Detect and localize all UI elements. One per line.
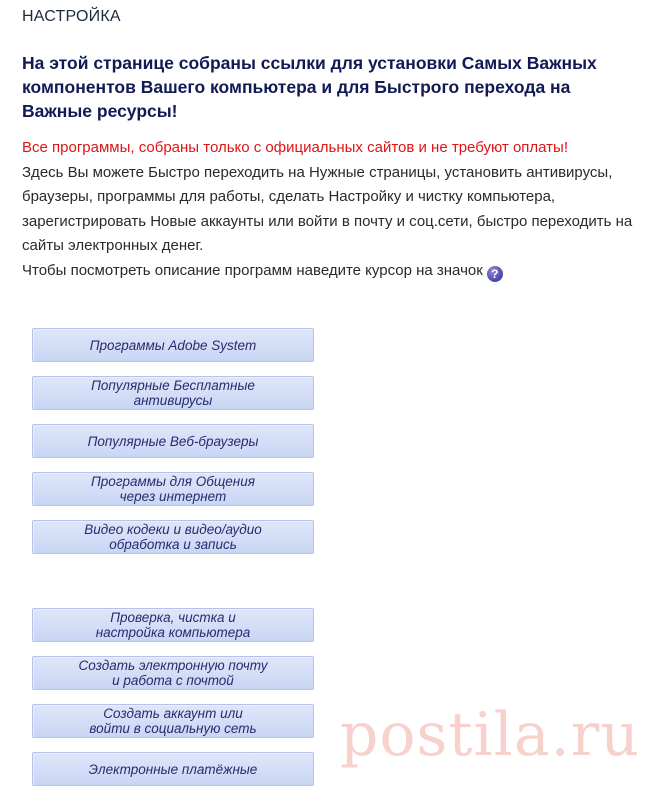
hint-text: Чтобы посмотреть описание программ наведите курсор на значок — [22, 261, 483, 279]
menu-button-email[interactable]: Создать электронную почту и работа с почтой — [32, 656, 314, 690]
menu-button-pc-cleanup[interactable]: Проверка, чистка и настройка компьютера — [32, 608, 314, 642]
menu-button-browsers[interactable]: Популярные Веб-браузеры — [32, 424, 314, 458]
menu-button-antivirus[interactable]: Популярные Бесплатные антивирусы — [32, 376, 314, 410]
menu-button-adobe[interactable]: Программы Adobe System — [32, 328, 314, 362]
menu-button-payments[interactable]: Электронные платёжные — [32, 752, 314, 786]
watermark: postila.ru — [340, 700, 640, 770]
menu-button-video-codecs[interactable]: Видео кодеки и видео/аудио обработка и запись — [32, 520, 314, 554]
page-title: НАСТРОЙКА — [22, 8, 121, 25]
page-heading: На этой странице собраны ссылки для установки Самых Важных компонентов Вашего компьютера и для Быстрого перехода на Важные ресурсы! — [22, 53, 597, 121]
menu-button-communication[interactable]: Программы для Общения через интернет — [32, 472, 314, 506]
description-text: Здесь Вы можете Быстро переходить на Нужные страницы, установить антивирусы, браузеры, программы для работы, сделать Настройку и чистку компьютера, зарегистрировать Новые аккаунты или войти в почту и соц.сети, быстро переходить на сайты электронных денег. — [22, 163, 633, 254]
intro-text — [22, 136, 642, 283]
menu-button-social[interactable]: Создать аккаунт или войти в социальную сеть — [32, 704, 314, 738]
help-question-icon[interactable]: ? — [487, 266, 503, 282]
notice-text: Все программы, собраны только с официальных сайтов и не требуют оплаты! — [22, 139, 568, 156]
hint-line — [22, 259, 642, 284]
